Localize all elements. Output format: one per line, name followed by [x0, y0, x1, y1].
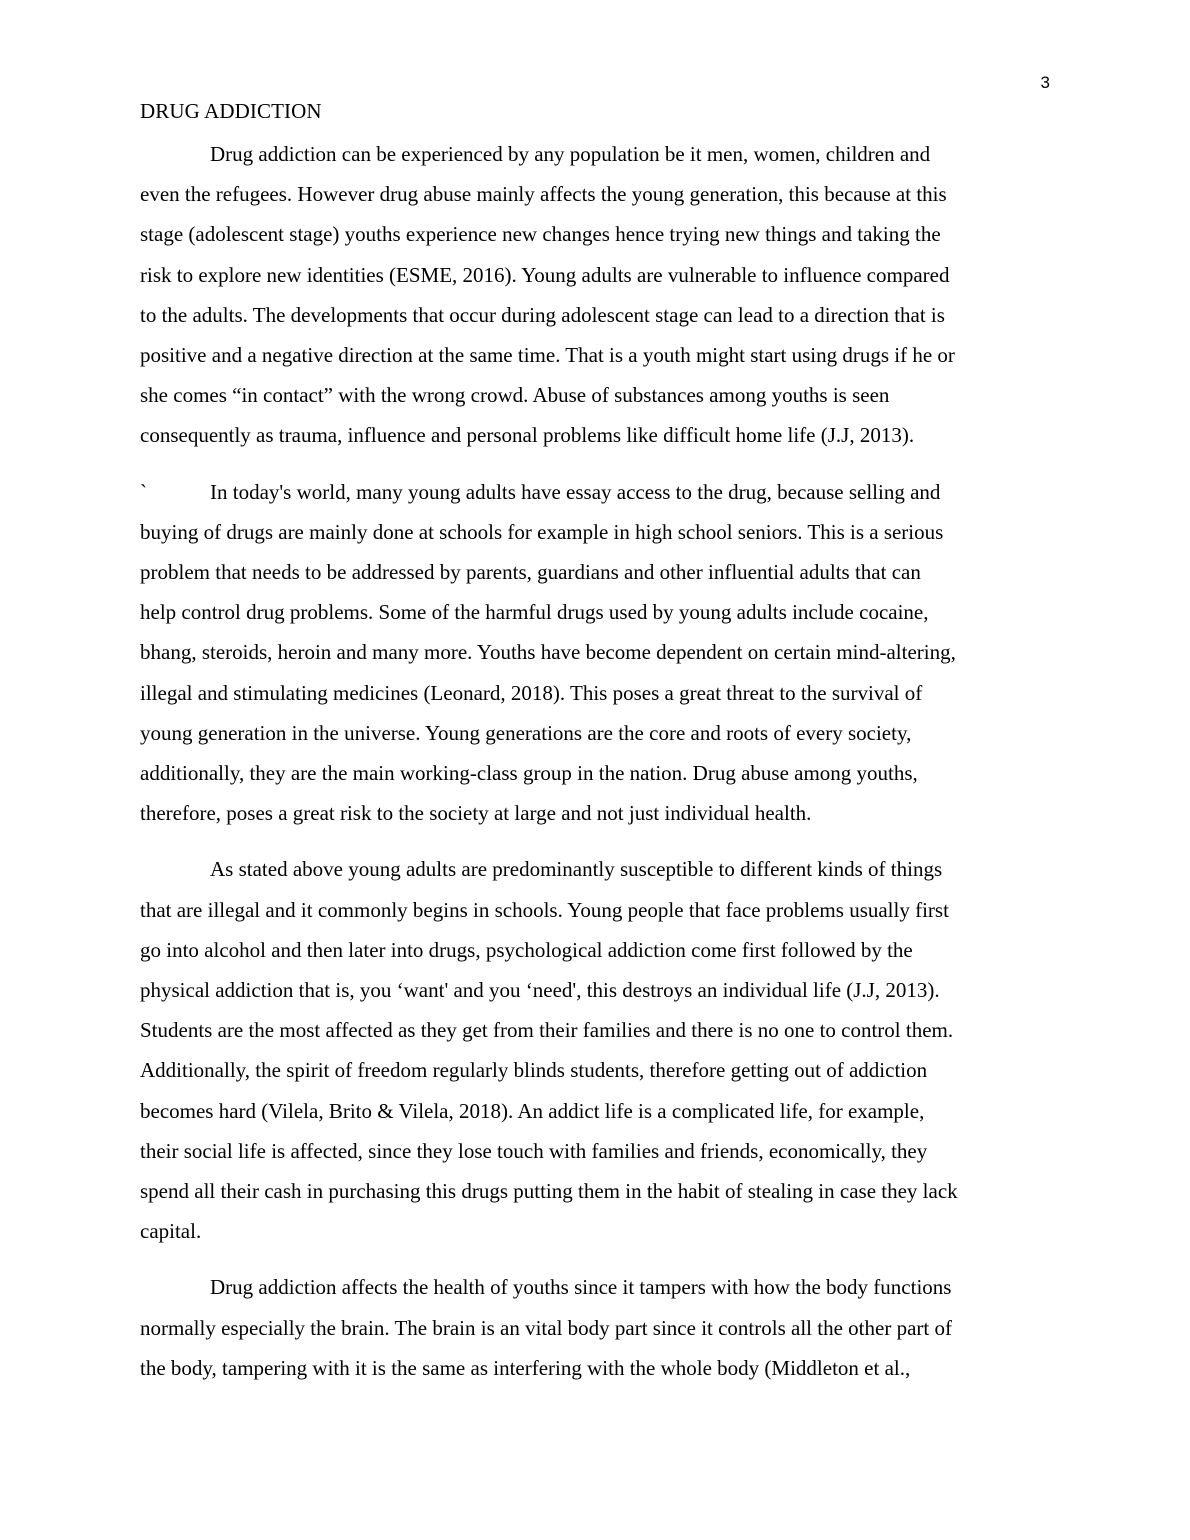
- paragraph-line: spend all their cash in purchasing this drugs putting them in the habit of stealing in case they lack: [140, 1179, 958, 1204]
- paragraph-4: [140, 1267, 1051, 1388]
- paragraph-line: go into alcohol and then later into drugs, psychological addiction come first followed by the: [140, 937, 913, 962]
- paragraph-line: becomes hard (Vilela, Brito & Vilela, 2018). An addict life is a complicated life, for example,: [140, 1098, 925, 1123]
- paragraph-line: risk to explore new identities (ESME, 2016). Young adults are vulnerable to influence compared: [140, 262, 950, 287]
- paragraph-line: bhang, steroids, heroin and many more. Youths have become dependent on certain mind-altering,: [140, 640, 956, 665]
- page-number: 3: [1040, 73, 1050, 92]
- paragraph-line: even the refugees. However drug abuse mainly affects the young generation, this because at this: [140, 182, 947, 207]
- paragraph-line: physical addiction that is, you ‘want' and you ‘need', this destroys an individual life (J.J, 2013).: [140, 978, 940, 1003]
- paragraph-line-text: In today's world, many young adults have essay access to the drug, because selling and: [210, 479, 941, 504]
- paragraph-line: Drug addiction can be experienced by any population be it men, women, children and: [210, 142, 931, 166]
- stray-backtick: `: [140, 479, 147, 504]
- paragraph-line: buying of drugs are mainly done at schools for example in high school seniors. This is a serious: [140, 519, 944, 544]
- paragraph-line: problem that needs to be addressed by parents, guardians and other influential adults that can: [140, 560, 921, 585]
- paragraph-3: [140, 849, 1051, 1251]
- paragraph-line: additionally, they are the main working-class group in the nation. Drug abuse among youths,: [140, 761, 918, 786]
- paragraph-1: [140, 134, 1051, 456]
- paragraph-line: that are illegal and it commonly begins in schools. Young people that face problems usually first: [140, 897, 949, 922]
- paragraph-line: to the adults. The developments that occur during adolescent stage can lead to a direction that is: [140, 302, 945, 327]
- paragraph-line: As stated above young adults are predominantly susceptible to different kinds of things: [210, 857, 943, 882]
- paragraph-line: illegal and stimulating medicines (Leonard, 2018). This poses a great threat to the survival of: [140, 680, 923, 705]
- paragraph-line: young generation in the universe. Young generations are the core and roots of every society,: [140, 720, 912, 745]
- paragraph-line: the body, tampering with it is the same as interfering with the whole body (Middleton et al.,: [140, 1355, 911, 1380]
- paragraph-line: she comes “in contact” with the wrong crowd. Abuse of substances among youths is seen: [140, 383, 890, 408]
- paragraph-line: therefore, poses a great risk to the society at large and not just individual health.: [140, 801, 812, 826]
- running-head: DRUG ADDICTION: [140, 99, 322, 123]
- paragraph-line: stage (adolescent stage) youths experience new changes hence trying new things and taking the: [140, 222, 941, 247]
- paragraph-line: positive and a negative direction at the same time. That is a youth might start using drugs if he or: [140, 343, 955, 368]
- paragraph-line: Students are the most affected as they get from their families and there is no one to control them.: [140, 1018, 954, 1043]
- paragraph-line: capital.: [140, 1219, 202, 1244]
- paragraph-line: consequently as trauma, influence and personal problems like difficult home life (J.J, 2013).: [140, 423, 915, 448]
- document-body: [140, 134, 1051, 1404]
- paragraph-2: [140, 472, 1051, 834]
- paragraph-line: help control drug problems. Some of the harmful drugs used by young adults include cocaine,: [140, 600, 929, 625]
- paragraph-line: Drug addiction affects the health of youths since it tampers with how the body functions: [210, 1275, 952, 1300]
- paragraph-line: Additionally, the spirit of freedom regularly blinds students, therefore getting out of addiction: [140, 1058, 928, 1083]
- paragraph-line: normally especially the brain. The brain is an vital body part since it controls all the other part of: [140, 1315, 952, 1340]
- paragraph-line: their social life is affected, since they lose touch with families and friends, economically, they: [140, 1138, 928, 1163]
- paragraph-first-line: [140, 472, 1051, 512]
